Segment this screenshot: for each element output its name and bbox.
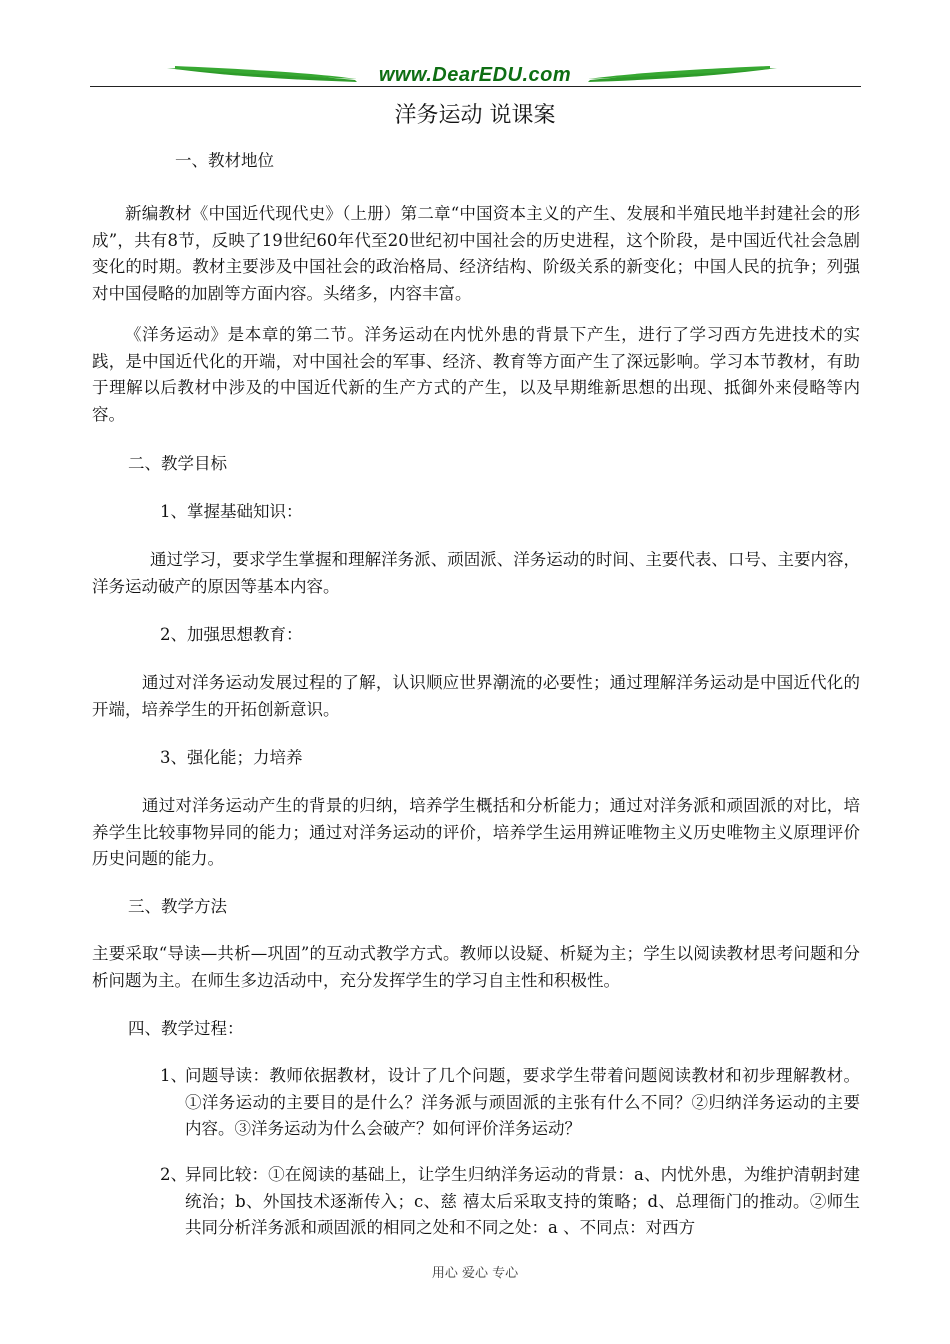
list-item-number: 2、 bbox=[160, 1165, 187, 1184]
subheading: 1、掌握基础知识： bbox=[160, 502, 303, 521]
list-item-number: 1、 bbox=[160, 1066, 187, 1085]
section-heading-4: 四、教学过程： bbox=[128, 1019, 244, 1038]
paragraph: 新编教材《中国近代现代史》（上册）第二章“中国资本主义的产生、发展和半殖民地半封建社会的形成”，共有8节，反映了19世纪60年代至20世纪初中国社会的历史进程，这个阶段，是中国近代社会急剧变化的时期。教材主要涉及中国社会的政治格局、经济结构、阶级关系的新变化；中国人民的抗争；列强对中国侵略的加剧等方面内容。头绪多，内容丰富。 bbox=[92, 204, 860, 303]
section-heading-1: 一、教材地位 bbox=[175, 151, 274, 170]
paragraph: 《洋务运动》是本章的第二节。洋务运动在内忧外患的背景下产生，进行了学习西方先进技术的实践，是中国近代化的开端，对中国社会的军事、经济、教育等方面产生了深远影响。学习本节教材，有助于理解以后教材中涉及的中国近代新的生产方式的产生，以及早期维新思想的出现、抵御外来侵略等内容。 bbox=[92, 325, 860, 424]
subheading: 3、强化能；力培养 bbox=[160, 748, 303, 767]
subheading: 2、加强思想教育： bbox=[160, 625, 303, 644]
paragraph: 通过学习，要求学生掌握和理解洋务派、顽固派、洋务运动的时间、主要代表、口号、主要内容，洋务运动破产的原因等基本内容。 bbox=[92, 550, 860, 596]
list-item-text: 问题导读：教师依据教材，设计了几个问题，要求学生带着问题阅读教材和初步理解教材。①洋务运动的主要目的是什么？洋务派与顽固派的主张有什么不同？②归纳洋务运动的主要内容。③洋务运动为什么会破产？如何评价洋务运动？ bbox=[185, 1066, 860, 1138]
section-heading-2: 二、教学目标 bbox=[128, 454, 227, 473]
list-item-text: 异同比较：①在阅读的基础上，让学生归纳洋务运动的背景：a、内忧外患，为维护清朝封建统治；b、外国技术逐渐传入；c、慈 禧太后采取支持的策略；d、总理衙门的推动。②师生共同分析洋务派和顽固派的相同之处和不同之处：a 、不同点：对西方 bbox=[185, 1165, 860, 1237]
header-divider bbox=[90, 86, 861, 87]
paragraph: 主要采取“导读—共析—巩固”的互动式教学方式。教师以设疑、析疑为主；学生以阅读教材思考问题和分析问题为主。在师生多边活动中，充分发挥学生的学习自主性和积极性。 bbox=[92, 944, 860, 990]
paragraph: 通过对洋务运动发展过程的了解，认识顺应世界潮流的必要性；通过理解洋务运动是中国近代化的开端，培养学生的开拓创新意识。 bbox=[92, 673, 860, 719]
list-item bbox=[160, 1063, 860, 1143]
paragraph: 通过对洋务运动产生的背景的归纳，培养学生概括和分析能力；通过对洋务派和顽固派的对比，培养学生比较事物异同的能力；通过对洋务运动的评价，培养学生运用辨证唯物主义历史唯物主义原理评价历史问题的能力。 bbox=[92, 796, 860, 868]
page-footer: 用心 爱心 专心 bbox=[431, 1266, 519, 1281]
section-heading-3: 三、教学方法 bbox=[128, 897, 227, 916]
list-item bbox=[160, 1162, 860, 1242]
site-brand-logo: www.DearEDU.com bbox=[378, 64, 572, 86]
document-title: 洋务运动 说课案 bbox=[394, 103, 556, 128]
